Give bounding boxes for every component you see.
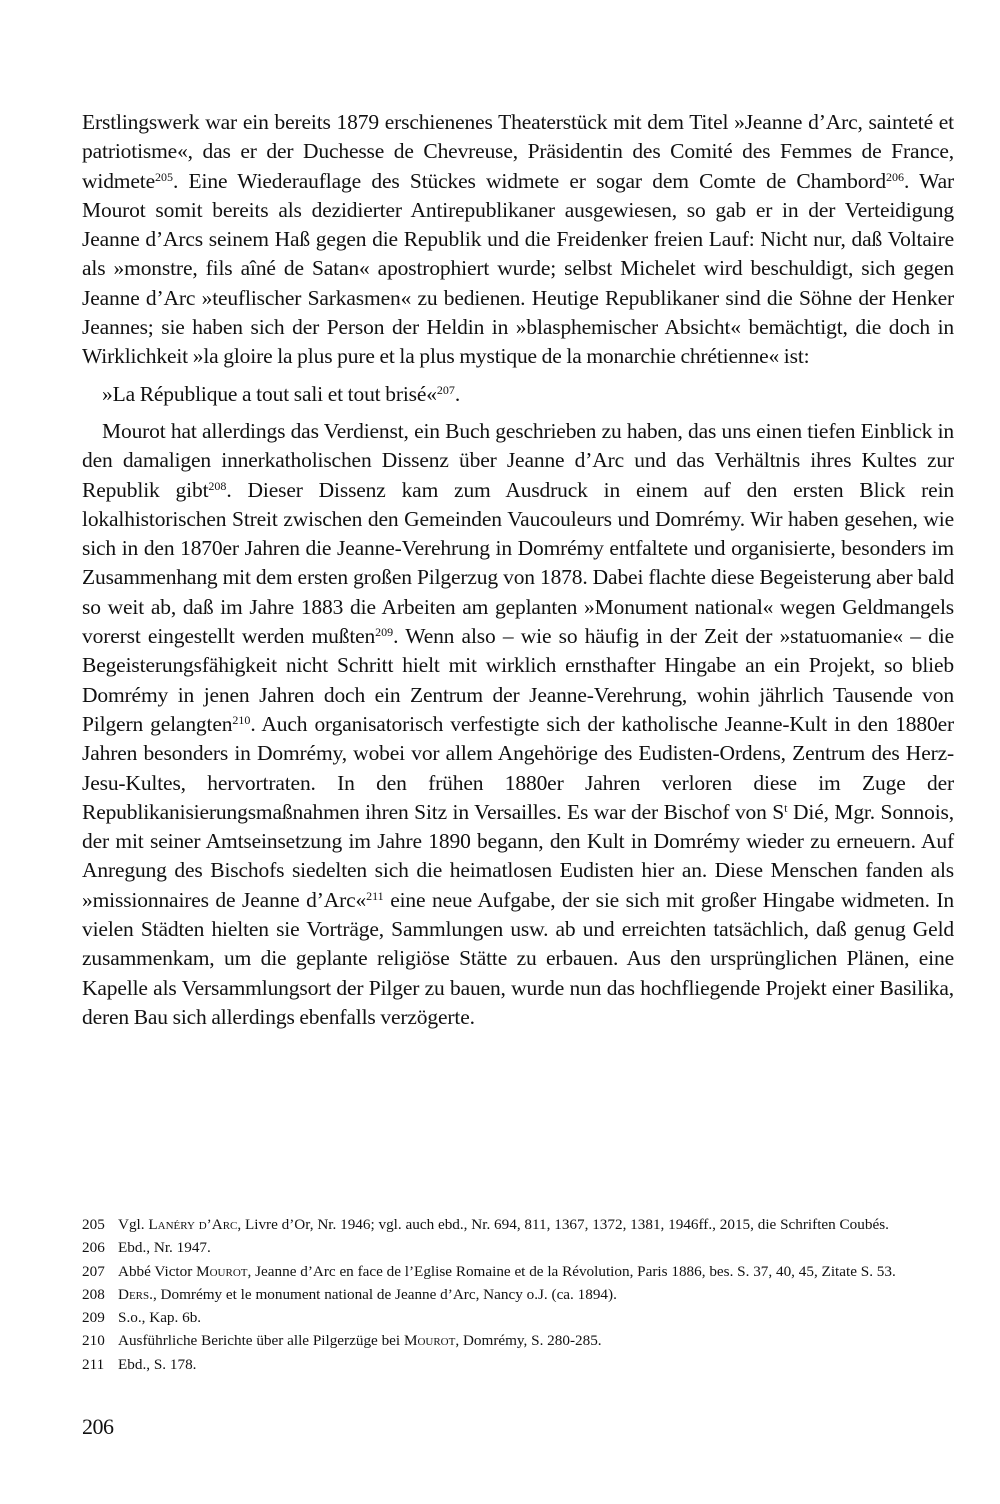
footnote <box>82 1353 954 1376</box>
footnote-number: 205 <box>82 1216 105 1233</box>
footnote-text <box>118 1236 954 1259</box>
footnote <box>82 1260 954 1283</box>
text-run: . Wenn also – wie so häufig in der Zeit der »statuomanie« – die Begeisterungsfähigkeit nicht Schritt hielt mit wirklich ernsthafter Hingabe an ein Projekt, so blieb Domrémy in jenen Jahren doch ein Zentrum der Jeanne-Verehrung, wohin jährlich Tausende von Pilgern gelangten <box>82 624 954 736</box>
footnote-ref-205[interactable]: 205 <box>154 169 173 184</box>
footnote-number: 207 <box>82 1262 105 1280</box>
footnote-ref-211[interactable]: 211 <box>366 888 384 903</box>
text-run: Dié, Mgr. Sonnois, der mit seiner Amtseinsetzung im Jahre 1890 begann, den Kult in Domrémy wieder zu erneuern. Auf Anregung des Bischofs siedelten sich die heimatlosen Eudisten hier an. Diese Menschen fanden als »missionnaires de Jeanne d’Arc« <box>82 799 954 912</box>
footnotes <box>82 1213 954 1376</box>
footnote <box>82 1236 954 1259</box>
superscript-t: t <box>784 800 788 815</box>
footnote-text <box>118 1283 954 1306</box>
footnote-text <box>118 1353 954 1376</box>
footnote-text <box>118 1213 954 1236</box>
footnote-ref-206[interactable]: 206 <box>886 169 904 184</box>
footnote-text-run: Ebd., S. 178. <box>118 1355 197 1373</box>
footnote-number: 209 <box>82 1309 105 1327</box>
footnote-ref-208[interactable]: 208 <box>208 478 227 493</box>
text-run: Mourot hat allerdings das Verdienst, ein Buch geschrieben zu haben, das uns einen tiefen Einblick in den damaligen innerkatholischen Dissenz über Jeanne d’Arc und das Verhältnis ihres Kultes zur Republik gibt <box>82 418 954 502</box>
footnote-text-run: , Jeanne d’Arc en face de l’Eglise Romaine et de la Révolution, Paris 1886, bes. S. 37, 40, 45, Zitate S. 53. <box>247 1262 896 1280</box>
footnote-text <box>118 1260 954 1283</box>
paragraph-1 <box>82 108 954 372</box>
footnote-text <box>118 1329 954 1352</box>
footnote-text-run: Ausführliche Berichte über alle Pilgerzüge bei <box>118 1332 404 1350</box>
footnote-text-run: Ebd., Nr. 1947. <box>118 1239 211 1257</box>
footnote <box>82 1283 954 1306</box>
page-number: 206 <box>82 1414 114 1439</box>
footnote-number: 208 <box>82 1285 105 1303</box>
footnote-text-run: Abbé Victor <box>118 1262 197 1280</box>
author-name: Ders. <box>118 1285 153 1303</box>
footnote-text-run: Vgl. <box>118 1216 149 1233</box>
quote-text: »La République a tout sali et tout brisé« <box>102 381 437 406</box>
main-text <box>82 108 954 1032</box>
footnote-text-run: , Livre d’Or, Nr. 1946; vgl. auch ebd., Nr. 694, 811, 1367, 1372, 1381, 1946ff., 2015, die Schriften Coubés. <box>237 1216 889 1233</box>
text-run: . Dieser Dissenz kam zum Ausdruck in einem auf den ersten Blick rein lokalhistorischen Streit zwischen den Gemeinden Vaucouleurs und Domrémy. Wir haben gesehen, wie sich in den 1870er Jahren die Jeanne-Verehrung in Domrémy entfaltete und organisierte, besonders im Zusammenhang mit dem ersten großen Pilgerzug von 1878. Dabei flachte diese Begeisterung aber bald so weit ab, daß im Jahre 1883 die Arbeiten am geplanten »Monument national« wegen Geldmangels vorerst eingestellt werden mußten <box>82 477 955 649</box>
footnote <box>82 1329 954 1352</box>
paragraph-2 <box>82 417 954 1032</box>
footnote-number: 206 <box>82 1239 105 1257</box>
footnote-text <box>118 1306 954 1329</box>
footnote-ref-207[interactable]: 207 <box>436 382 455 397</box>
text-run: . <box>454 381 461 406</box>
footnote-ref-210[interactable]: 210 <box>232 712 251 727</box>
footnote-text-run: S.o., Kap. 6b. <box>118 1309 202 1327</box>
footnote-number: 211 <box>82 1355 105 1373</box>
footnote <box>82 1213 954 1236</box>
footnote-ref-209[interactable]: 209 <box>375 625 394 640</box>
author-name: Lanéry d’Arc <box>148 1216 238 1233</box>
footnote-text-run: , Domrémy, S. 280-285. <box>455 1332 602 1350</box>
author-name: Mourot <box>403 1332 456 1350</box>
author-name: Mourot <box>196 1262 248 1280</box>
footnote-text-run: , Domrémy et le monument national de Jeanne d’Arc, Nancy o.J. (ca. 1894). <box>152 1285 617 1303</box>
text-run: . Eine Wiederauflage des Stückes widmete er sogar dem Comte de Chambord <box>172 168 886 193</box>
block-quote <box>102 380 954 409</box>
footnote-number: 210 <box>82 1332 105 1350</box>
text-run: . Auch organisatorisch verfestigte sich der katholische Jeanne-Kult in den 1880er Jahren besonders in Domrémy, wobei vor allem Angehörige des Eudisten-Ordens, Zentrum des Herz-Jesu-Kultes, hervortraten. In den frühen 1880er Jahren verloren diese im Zuge der Republikanisierungsmaßnahmen ihren Sitz in Versailles. Es war der Bischof von S <box>82 711 955 824</box>
text-run: eine neue Aufgabe, der sie sich mit großer Hingabe widmeten. In vielen Städten hielten sie Vorträge, Sammlungen usw. ab und erreichten tatsächlich, daß genug Geld zusammenkam, um die geplante religiöse Stätte zu erbauen. Aus den ursprünglichen Plänen, eine Kapelle als Versammlungsort der Pilger zu bauen, wurde nun das hochfliegende Projekt einer Basilika, deren Bau sich allerdings ebenfalls verzögerte. <box>82 887 954 1029</box>
text-run: . War Mourot somit bereits als dezidierter Antirepublikaner ausgewiesen, so gab er in der Verteidigung Jeanne d’Arcs seinem Haß gegen die Republik und die Freidenker freien Lauf: Nicht nur, daß Voltaire als »monstre, fils aîné de Satan« apostrophiert wurde; selbst Michelet wird beschuldigt, sich gegen Jeanne d’Arc »teuflischer Sarkasmen« zu bedienen. Heutige Republikaner sind die Söhne der Henker Jeannes; sie haben sich der Person der Heldin in »blasphemischer Absicht« bemächtigt, die doch in Wirklichkeit »la gloire la plus pure et la plus mystique de la monarchie chrétienne« ist: <box>82 168 954 369</box>
footnote <box>82 1306 954 1329</box>
text-run: Erstlingswerk war ein bereits 1879 erschienenes Theaterstück mit dem Titel »Jeanne d’Arc, sainteté et patriotisme«, das er der Duchesse de Chevreuse, Präsidentin des Comité des Femmes de France, widmete <box>82 110 954 193</box>
